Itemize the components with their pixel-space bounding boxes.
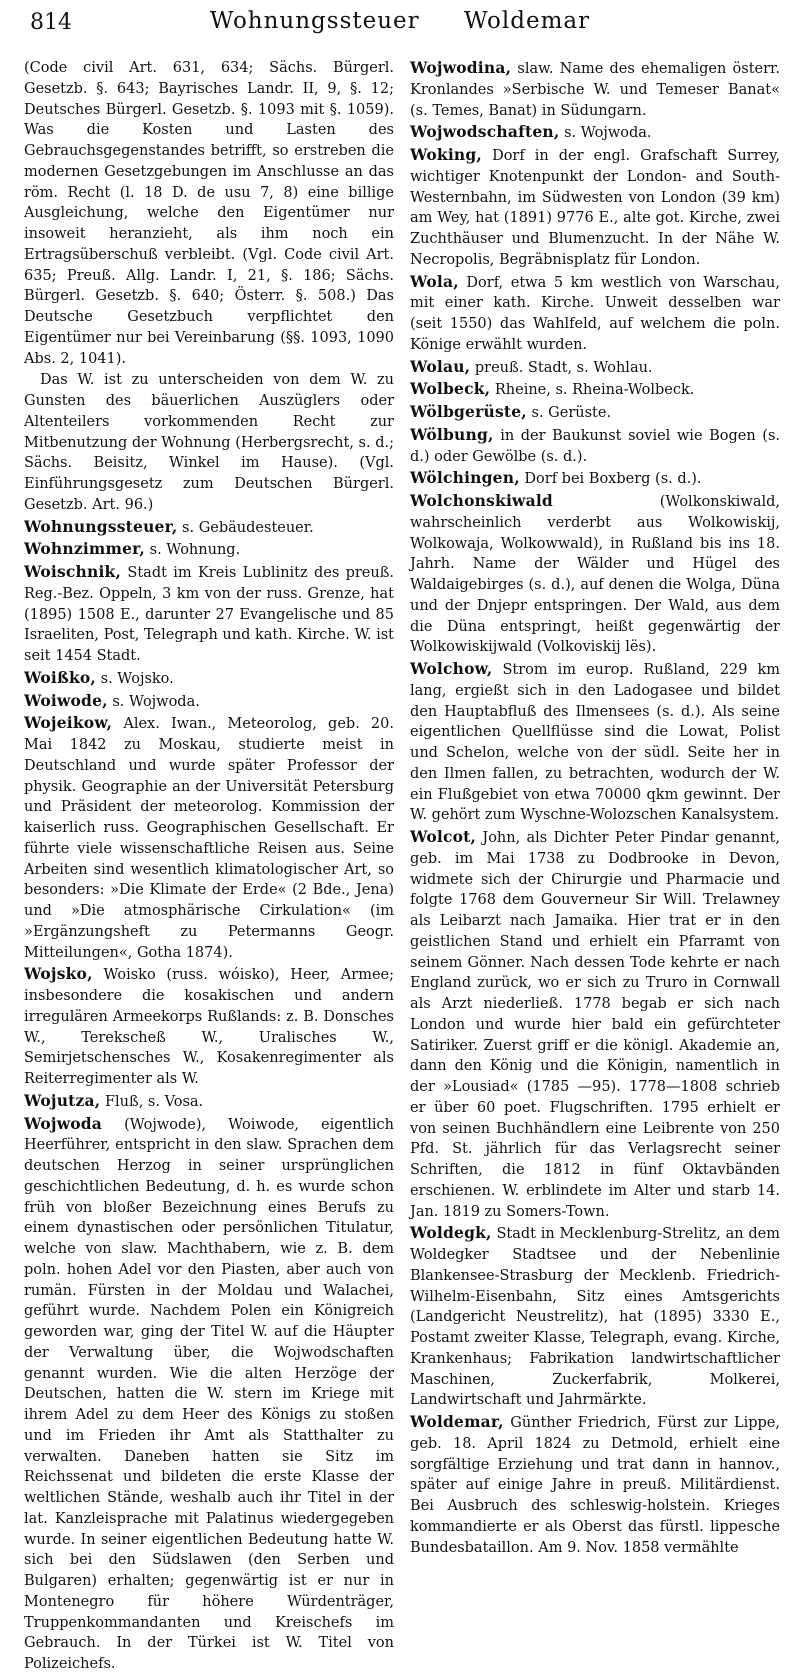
dictionary-entry <box>24 370 394 515</box>
dictionary-entry <box>24 964 394 1090</box>
dictionary-entry <box>410 425 780 468</box>
entry-headword: Wojwodschaften, <box>410 122 560 142</box>
dictionary-entry <box>24 713 394 963</box>
entry-headword: Wolcot, <box>410 827 477 846</box>
entry-text: s. Wojwoda. <box>564 125 652 142</box>
entry-headword: Woißko, <box>24 667 97 687</box>
right-column <box>410 58 781 1556</box>
entry-text: (Wolkonskiwald, wahrscheinlich verderbt aus Wolkowiskij, Wolkowaja, Wolkowwald), in Rußland bis ins 18. Jahrh. Name der Wälder und Hügel des Waldaigebirges (s. d.), auf denen die Wolga, Düna und der Dnjepr entspringen. Der Wald, aus dem die Düna entspringt, heißt gegenwärtig der Wolkowiskijwald (Volkoviskij lës). <box>410 494 780 656</box>
entry-text: Woisko (russ. wóisko), Heer, Armee; insbesondere die kosakischen und andern irregulären Armeekorps Rußlands: z. B. Donsches W., Terekscheß W., Uralisches W., Semirjetschensches W., Kosakenregimenter als Reiterregimenter als W. <box>24 967 394 1087</box>
dictionary-entry <box>410 1223 780 1411</box>
entry-text: s. Gerüste. <box>531 405 612 421</box>
entry-headword: Wohnzimmer, <box>24 539 146 559</box>
dictionary-entry <box>410 145 780 271</box>
entry-text: s. Gebäudesteuer. <box>182 519 314 536</box>
entry-headword: Woischnik, <box>24 562 122 581</box>
entry-headword: Wolchonskiwald <box>410 491 553 510</box>
page-number: 814 <box>30 10 72 35</box>
entry-headword: Wolbeck, <box>410 379 491 399</box>
entry-text: John, als Dichter Peter Pindar genannt, geb. im Mai 1738 zu Dodbrooke in Devon, widmete sich der Chirurgie und Pharmacie und folgte 1768 dem Gouverneur Sir Will. Trelawney als Leibarzt nach Jamaika. Hier trat er in den geistlichen Stand und erhielt ein Pfarramt von seinem Gönner. Nach dessen Tode kehrte er nach England zurück, wo er sich zu Truro in Cornwall als Arzt niederließ. 1778 begab er sich nach London und wurde hier bald ein gefürchteter Satiriker. Zuerst griff er die königl. Akademie an, dann den König und die Königin, namentlich in der »Lousiad« (1785 —95). 1778—1808 schrieb er über 60 poet. Flugschriften. 1795 erhielt er von seinen Buchhändlern eine Leibrente von 250 Pfd. St. jährlich für das Verlagsrecht seiner Schriften, die 1812 in fünf Oktavbänden erschienen. W. erblindete im Alter und starb 14. Jan. 1819 zu Somers-Town. <box>410 830 780 1220</box>
entry-text: Dorf in der engl. Grafschaft Surrey, wichtiger Knotenpunkt der London- and South-Westernbahn, im Südwesten von London (39 km) am Wey, hat (1891) 9776 E., alte got. Kirche, zwei Zuchthäuser und Blumenzucht. In der Nähe W. Necropolis, Begräbnisplatz für London. <box>410 148 780 268</box>
entry-headword: Woiwode, <box>24 690 108 710</box>
entry-text: Günther Friedrich, Fürst zur Lippe, geb. 18. April 1824 zu Detmold, erhielt eine sorgfältige Erziehung und trat dann in hannov., später auf einige Jahre in preuß. Militärdienst. Bei Ausbruch des schleswig-holstein. Krieges kommandierte er als Oberst das fürstl. lippesche Bundesbataillon. Am 9. Nov. 1858 vermählte <box>410 1415 780 1556</box>
running-header-left-keyword: Wohnungssteuer <box>209 8 420 34</box>
entry-headword: Wolau, <box>410 356 471 376</box>
entry-text: Stadt im Kreis Lublinitz des preuß. Reg.-Bez. Oppeln, 3 km von der russ. Grenze, hat (1895) 1508 E., darunter 27 Evangelische und 85 Israeliten, Post, Telegraph und kath. Kirche. W. ist seit 1454 Stadt. <box>24 565 394 664</box>
dictionary-entry <box>24 1114 394 1675</box>
entry-headword: Wölbung, <box>410 424 494 444</box>
dictionary-entry <box>410 357 780 379</box>
entry-text: Dorf bei Boxberg (s. d.). <box>524 471 702 488</box>
dictionary-entry <box>24 539 394 561</box>
dictionary-entry <box>410 491 780 658</box>
entry-text: Strom im europ. Rußland, 229 km lang, ergießt sich in den Ladogasee und bildet den Hauptabfluß des Ilmensees (s. d.). Als seine eigentlichen Quellflüsse sind die Lowat, Polist und Schelon, welche von der südl. Seite her in den Ilmen fallen, zu betrachten, wodurch der W. ein Flußgebiet von etwa 70000 qkm gewinnt. Der W. gehört zum Wyschne-Wolozschen Kanalsystem. <box>410 662 780 824</box>
entry-text: s. Wojwoda. <box>112 693 200 710</box>
dictionary-entry <box>24 668 394 690</box>
entry-text: preuß. Stadt, s. Wohlau. <box>474 359 653 376</box>
running-header-right-keyword: Woldemar <box>463 8 591 34</box>
entry-headword: Woking, <box>410 145 483 164</box>
dictionary-entry <box>24 562 394 667</box>
entry-text: Fluß, s. Vosa. <box>104 1093 204 1110</box>
entry-text: slaw. Name des ehemaligen österr. Kronlandes »Serbische W. und Temeser Banat« (s. Temes, Banat) in Südungarn. <box>410 61 781 119</box>
entry-headword: Wojutza, <box>24 1090 101 1110</box>
entry-text: (Code civil Art. 631, 634; Sächs. Bürgerl. Gesetzb. §. 643; Bayrisches Landr. II, 9, §. 12; Deutsches Bürgerl. Gesetzb. §. 1093 mit §. 1059). Was die Kosten und Lasten des Gebrauchsgegenstandes betrifft, so erstreben die modernen Gesetzgebungen im Anschlusse an das röm. Recht (l. 18 D. de usu 7, 8) eine billige Ausgleichung, welche den Eigentümer nur insoweit heranzieht, als ihm noch ein Ertragsüberschuß verbleibt. (Vgl. Code civil Art. 635; Preuß. Allg. Landr. I, 21, §. 186; Sächs. Bürgerl. Gesetzb. §. 640; Österr. §. 508.) Das Deutsche Gesetzbuch verpflichtet den Eigentümer nur bei Vereinbarung (§§. 1093, 1090 Abs. 2, 1041). <box>24 60 394 367</box>
dictionary-entry <box>24 1091 394 1113</box>
entry-text: s. Wohnung. <box>149 542 241 559</box>
dictionary-entry <box>410 122 780 144</box>
entry-headword: Wola, <box>410 271 459 291</box>
dictionary-entry <box>410 379 780 401</box>
left-column <box>24 58 395 1672</box>
entry-headword: Woldegk, <box>410 1223 492 1243</box>
entry-headword: Wohnungssteuer, <box>24 516 178 536</box>
page-header <box>26 6 774 40</box>
entry-headword: Woldemar, <box>410 1412 504 1431</box>
entry-text: Dorf, etwa 5 km westlich von Warschau, mit einer kath. Kirche. Unweit desselben war (seit 1550) das Wahlfeld, auf welchem die poln. Könige erwählt wurden. <box>410 274 781 353</box>
dictionary-entry <box>410 58 780 121</box>
dictionary-entry <box>24 58 394 369</box>
entry-text: Alex. Iwan., Meteorolog, geb. 20. Mai 1842 zu Moskau, studierte meist in Deutschland und wurde später Professor der physik. Geographie an der Universität Petersburg und Präsident der meteorolog. Kommission der kaiserlich russ. Geographischen Gesellschaft. Er führte viele wissenschaftliche Reisen aus. Seine Arbeiten sind wesentlich klimatologischer Art, so besonders: »Die Klimate der Erde« (2 Bde., Jena) und »Die atmosphärische Cirkulation« (im »Ergänzungsheft zu Petermanns Geogr. Mitteilungen«, Gotha 1874). <box>24 716 394 961</box>
dictionary-entry <box>410 402 780 424</box>
entry-text: (Wojwode), Woiwode, eigentlich Heerführer, entspricht in den slaw. Sprachen dem deutschen Herzog in seiner ursprünglichen geschichtlichen Bedeutung, d. h. es wurde schon früh von bloßer Bezeichnung eines Berufs zu einem dynastischen oder persönlichen Titulatur, welche von slaw. Machthabern, wie z. B. dem poln. hohen Adel vor den Piasten, aber auch von rumän. Fürsten in der Moldau und Walachei, geführt wurde. Nachdem Polen ein Königreich geworden war, ging der Titel W. auf die Häupter der Verwaltung über, die Wojwodschaften genannt wurden. Wie die alten Herzöge der Deutschen, hatten die W. stern im Kriege mit ihrem Adel zu dem Heer des Königs zu stoßen und im Frieden ihr Amt als Statthalter zu verwalten. Daneben hatten sie Sitz im Reichssenat und bildeten die erste Klasse der weltlichen Stände, weshalb auch ihr Titel in der lat. Kanzleisprache mit Palatinus wiedergegeben wurde. In seiner eigentlichen Bedeutung hatte W. sich bei den Südslawen (den Serben und Bulgaren) erhalten; gegenwärtig ist er nur in Montenegro für höhere Würdenträger, Truppenkommandanten und Kreischefs im Gebrauch. In der Türkei ist W. Titel von Polizeichefs. <box>24 1116 395 1672</box>
dictionary-entry <box>410 468 780 490</box>
dictionary-entry <box>410 659 780 826</box>
entry-headword: Wojwoda <box>24 1113 103 1133</box>
dictionary-entry <box>24 517 394 539</box>
entry-text: in der Baukunst soviel wie Bogen (s. d.) oder Gewölbe (s. d.). <box>410 427 780 465</box>
entry-text: s. Wojsko. <box>100 670 174 687</box>
running-header <box>26 8 774 34</box>
entry-text: Stadt in Mecklenburg-Strelitz, an dem Woldegker Stadtsee und der Nebenlinie Blankensee-Strasburg der Mecklenb. Friedrich-Wilhelm-Eisenbahn, Sitz eines Amtsgerichts (Landgericht Neustrelitz), hat (1895) 3330 E., Postamt zweiter Klasse, Telegraph, evang. Kirche, Krankenhaus; Fabrikation landwirtschaftlicher Maschinen, Zuckerfabrik, Molkerei, Landwirtschaft und Jahrmärkte. <box>410 1226 781 1409</box>
dictionary-entry <box>24 691 394 713</box>
entry-headword: Wojwodina, <box>410 58 512 77</box>
dictionary-entry <box>410 272 780 356</box>
entry-text: Das W. ist zu unterscheiden von dem W. zu Gunsten des bäuerlichen Auszüglers oder Altenteilers vorkommenden Recht zur Mitbenutzung der Wohnung (Herbergsrecht, s. d.; Sächs. Beisitz, Winkel im Hause). (Vgl. Einführungsgesetz zum Deutschen Bürgerl. Gesetzb. Art. 96.) <box>24 372 394 513</box>
dictionary-entry <box>410 827 780 1222</box>
entry-headword: Wölbgerüste, <box>410 402 527 421</box>
entry-headword: Wolchow, <box>410 659 493 678</box>
dictionary-entry <box>410 1412 780 1558</box>
entry-headword: Wojsko, <box>24 964 93 984</box>
entry-headword: Wojeikow, <box>24 713 113 733</box>
entry-text: Rheine, s. Rheina-Wolbeck. <box>494 382 695 399</box>
entry-headword: Wölchingen, <box>410 468 520 488</box>
